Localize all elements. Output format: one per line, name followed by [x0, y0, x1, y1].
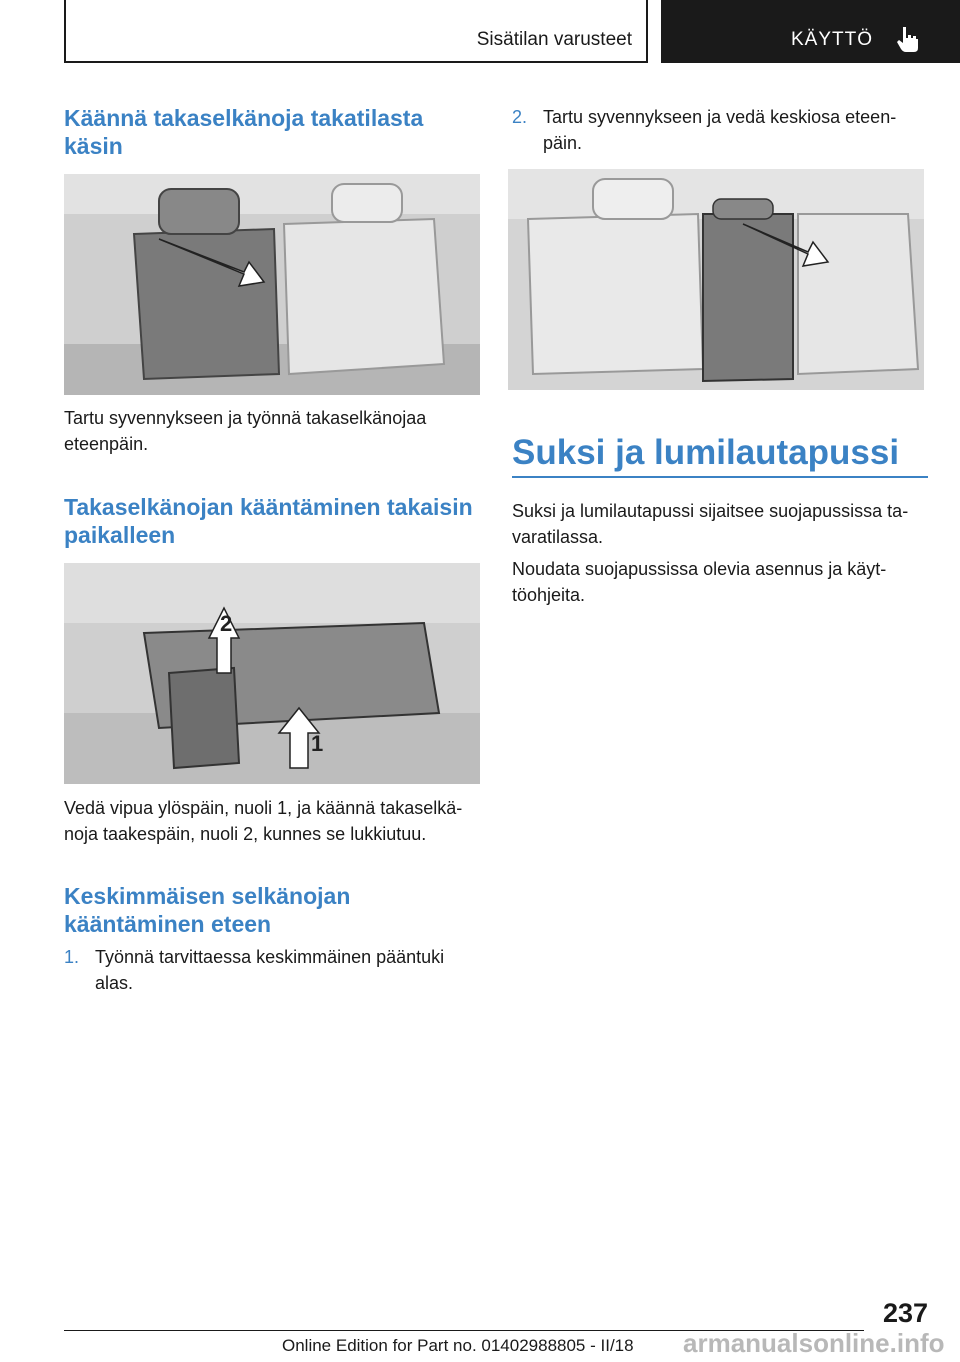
header-chapter-box [661, 0, 960, 63]
figure-label-1: 1 [311, 731, 324, 756]
watermark: armanualsonline.info [683, 1328, 945, 1358]
step-2-text: Tartu syvennykseen ja vedä keskiosa eteen‐päin. [543, 107, 897, 153]
edition-info: Online Edition for Part no. 01402988805 - II/18 [282, 1336, 634, 1355]
heading-fold-backrest: Käännä takaselkänoja takatilasta käsin [64, 105, 424, 159]
chapter-title: KÄYTTÖ [791, 29, 874, 50]
figure-backrest-forward [64, 174, 480, 395]
paragraph-ski-bag-instructions: Noudata suojapussissa olevia asennus ja käyt‐töohjeita. [512, 559, 887, 605]
figure-backrest-return [64, 563, 480, 784]
heading-center-backrest: Keskimmäisen selkänojan kääntäminen eteen [64, 883, 351, 937]
hand-pointer-icon [893, 24, 923, 54]
section-heading-ski-bag: Suksi ja lumilautapussi [512, 433, 900, 472]
step-2-number: 2. [512, 107, 528, 127]
paragraph-fold-forward: Tartu syvennykseen ja työnnä takaselkänojaa eteenpäin. [64, 408, 427, 454]
paragraph-ski-bag-location: Suksi ja lumilautapussi sijaitsee suojapussissa ta‐varatilassa. [512, 501, 909, 547]
page-number: 237 [882, 1298, 928, 1328]
heading-return-backrest: Takaselkänojan kääntäminen takaisin paikalleen [64, 494, 473, 548]
figure-center-backrest [508, 169, 924, 390]
heading-underline [512, 476, 928, 478]
figure-label-2: 2 [220, 611, 233, 636]
section-title: Sisätilan varusteet [476, 29, 632, 50]
step-1-number: 1. [64, 947, 80, 967]
header-section-box [64, 0, 648, 63]
step-1-text: Työnnä tarvittaessa keskimmäinen pääntuki alas. [95, 947, 445, 993]
paragraph-return-backrest: Vedä vipua ylöspäin, nuoli 1, ja käännä takaselkä‐noja taakespäin, nuoli 2, kunnes se lukkiutuu. [64, 798, 463, 844]
